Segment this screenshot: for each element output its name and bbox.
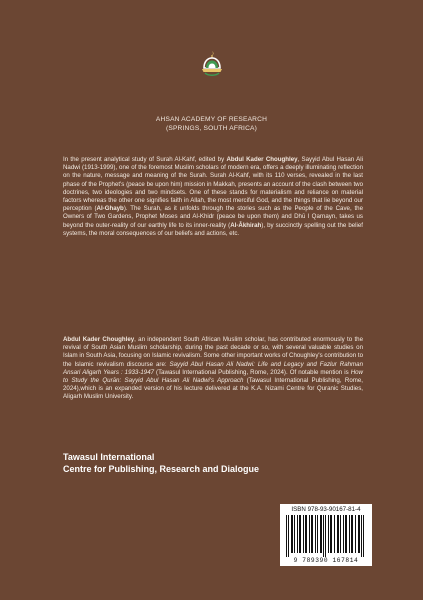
isbn-label: ISBN 978-93-90167-81-4: [291, 506, 361, 513]
academy-name: AHSAN ACADEMY OF RESEARCH: [155, 116, 268, 123]
bio-text-2: (Tawasul International Publishing, Rome, 2024). Of notable mention is: [154, 368, 351, 376]
description-text-3: ). The Surah, as it unfolds through the stories such as the People of the Cave, the Owners of Two Gardens, Prophet Moses and Al-Khidr (peace be upon them) and Dhū l Qarnayn, takes us beyond the outer-reality of our earthly life to its inner-reality (: [63, 205, 363, 229]
mosque-dome-logo-icon: [199, 50, 225, 78]
isbn-barcode: [280, 504, 372, 566]
al-akhirah-term: Al-Ākhirah: [230, 221, 262, 229]
bio-text-3: (Tawasul International Publishing, Rome, 2024),which is an expanded version of his lecture delivered at the K.A. Nizami Centre for Quranic Studies, Aligarh Muslim University.: [63, 377, 363, 401]
description-text-2: , Sayyid Abul Hasan Ali Nadwi (1913-1999), one of the foremost Muslim scholars of modern era, offers a deeply illuminating reflection on the nature, message and meaning of the Surah. Surah Al-Kahf, with its 110 verses, revealed in the last phase of the Prophet's (peace be upon him) mission in Makkah, presents an account of the clash between two doctrines, two ideologies and two mindsets. One of these stands for materialism and reliance on material factors whereas the other one signifies faith in Allah, the most merciful God, and the things that lie beyond our perception (: [63, 156, 363, 213]
publisher-name: Tawasul International: [63, 452, 155, 462]
barcode-digits: 9 789390 167814: [293, 557, 359, 564]
author-bio-paragraph: [63, 336, 363, 402]
book-title-2: How to Study the Qurān: Sayyid Abul Hasan Ali Nadwi's Approach: [63, 368, 363, 385]
description-text-4: ), by succinctly spelling out the belief systems, the moral consequences of our beliefs and actions, etc.: [63, 221, 364, 237]
editor-name: Abdul Kader Choughley: [226, 156, 298, 163]
al-ghayb-term: Al-Ghayb: [96, 205, 124, 213]
author-name: Abdul Kader Choughley: [63, 336, 135, 343]
academy-location: (SPRINGS, SOUTH AFRICA): [165, 125, 258, 132]
book-description-paragraph: [63, 156, 363, 238]
description-text-1: In the present analytical study of Surah Al-Kahf, edited by: [63, 156, 227, 163]
publisher-subtitle: Centre for Publishing, Research and Dialogue: [63, 464, 260, 474]
bio-text-1: , an independent South African Muslim scholar, has contributed enormously to the revival of South Asian Muslim scholarship, during the past decade or so, with several valuable studies on Islam in South Asia, focusing on Islamic revivalism. Some other important works of Choughley's contribution to the Islamic revivalism discourse are:: [63, 336, 364, 368]
barcode-icon: [284, 515, 368, 557]
book-title-1: Sayyid Abul Hasan Ali Nadwi: Life and Legacy and Fazlur Rahman Ansari Aligarh Years : 1933-1947: [63, 360, 364, 376]
